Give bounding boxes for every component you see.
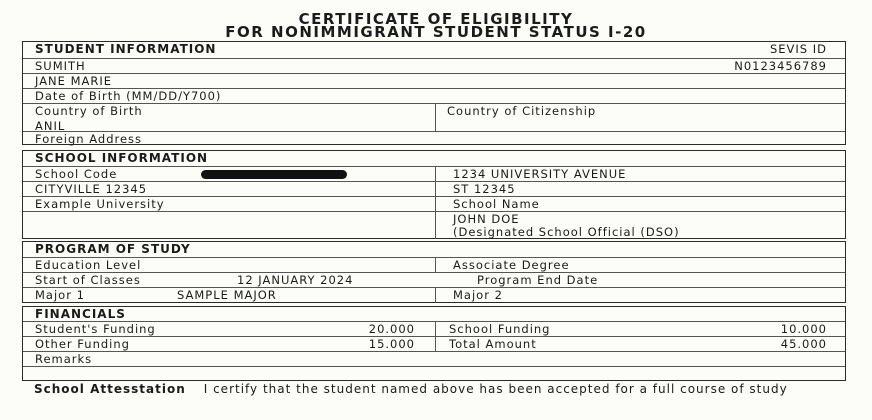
dob-row — [23, 88, 845, 104]
student-header-row — [23, 42, 845, 58]
funding-row-1 — [23, 321, 845, 337]
student-information-section — [22, 41, 846, 145]
class-dates-row — [23, 272, 845, 288]
remarks-row — [23, 351, 845, 367]
column-divider — [435, 322, 436, 337]
other-funding-value: 15.000 — [368, 337, 415, 351]
major-2-label: Major 2 — [453, 288, 503, 302]
total-amount-value: 45.000 — [780, 337, 827, 351]
education-level-label: Education Level — [35, 258, 142, 272]
city-row — [23, 181, 845, 197]
foreign-address-row — [23, 131, 845, 145]
school-funding-label: School Funding — [449, 322, 551, 336]
students-funding-label: Student's Funding — [35, 322, 156, 336]
school-example-name: Example University — [35, 197, 165, 211]
program-end-date-label: Program End Date — [477, 273, 599, 287]
start-of-classes-label: Start of Classes — [35, 273, 141, 287]
date-of-birth-label: Date of Birth (MM/DD/Y700) — [35, 89, 222, 103]
school-information-section — [22, 150, 846, 239]
school-code-label: School Code — [35, 167, 118, 181]
students-funding-value: 20.000 — [368, 322, 415, 336]
redacted-school-code — [201, 170, 347, 179]
degree-value: Associate Degree — [453, 258, 570, 272]
school-address-line: 1234 UNIVERSITY AVENUE — [453, 167, 627, 181]
given-name-row — [23, 73, 845, 89]
country-of-birth — [23, 104, 143, 132]
student-section-header: STUDENT INFORMATION — [35, 42, 217, 56]
total-amount-label: Total Amount — [449, 337, 537, 351]
attestation-label: School Attesstation — [34, 382, 186, 396]
column-divider — [435, 288, 436, 303]
school-funding-value: 10.000 — [780, 322, 827, 336]
school-official-row — [23, 211, 845, 239]
column-divider — [435, 212, 436, 239]
document-subtitle: FOR NONIMMIGRANT STUDENT STATUS I-20 — [225, 23, 647, 41]
country-of-birth-value: ANIL — [35, 119, 66, 133]
school-name-row — [23, 196, 845, 212]
sevis-id-value: N0123456789 — [734, 59, 827, 73]
program-section-header: PROGRAM OF STUDY — [35, 242, 191, 256]
school-header-row — [23, 151, 845, 166]
column-divider — [435, 182, 436, 197]
school-code-row — [23, 166, 845, 182]
financials-section-header: FINANCIALS — [35, 307, 126, 321]
column-divider — [435, 337, 436, 352]
sevis-id-label: SEVIS ID — [769, 42, 827, 56]
financials-section — [22, 306, 846, 381]
school-city: CITYVILLE 12345 — [35, 182, 148, 196]
school-official-name: JOHN DOE — [453, 212, 520, 226]
surname-row — [23, 58, 845, 74]
program-of-study-section — [22, 241, 846, 303]
country-of-birth-label: Country of Birth — [35, 104, 143, 118]
school-section-header: SCHOOL INFORMATION — [35, 151, 209, 165]
column-divider — [435, 258, 436, 273]
country-row — [23, 103, 845, 132]
remarks-label: Remarks — [35, 352, 93, 366]
funding-row-2 — [23, 336, 845, 352]
document-title: CERTIFICATE OF ELIGIBILITY — [298, 10, 574, 28]
major-row — [23, 287, 845, 303]
foreign-address-label: Foreign Address — [35, 132, 143, 146]
school-name-label: School Name — [453, 197, 540, 211]
given-name-value: JANE MARIE — [35, 74, 113, 88]
program-header-row — [23, 242, 845, 257]
attestation-text: I certify that the student named above has been accepted for a full course of study — [203, 382, 788, 396]
surname-value: SUMITH — [35, 59, 86, 73]
start-of-classes-value: 12 JANUARY 2024 — [237, 273, 354, 287]
country-of-citizenship-label: Country of Citizenship — [447, 104, 597, 118]
school-official-title: (Designated School Official (DSO) — [453, 225, 680, 239]
column-divider — [435, 197, 436, 212]
major-1-label: Major 1 — [35, 288, 85, 302]
financials-header-row — [23, 307, 845, 321]
education-level-row — [23, 257, 845, 273]
column-divider — [435, 167, 436, 182]
major-1-value: SAMPLE MAJOR — [177, 288, 277, 302]
school-state-zip: ST 12345 — [453, 182, 516, 196]
remarks-blank-row — [23, 366, 845, 381]
school-attestation — [34, 382, 834, 396]
school-official — [441, 212, 680, 239]
other-funding-label: Other Funding — [35, 337, 130, 351]
